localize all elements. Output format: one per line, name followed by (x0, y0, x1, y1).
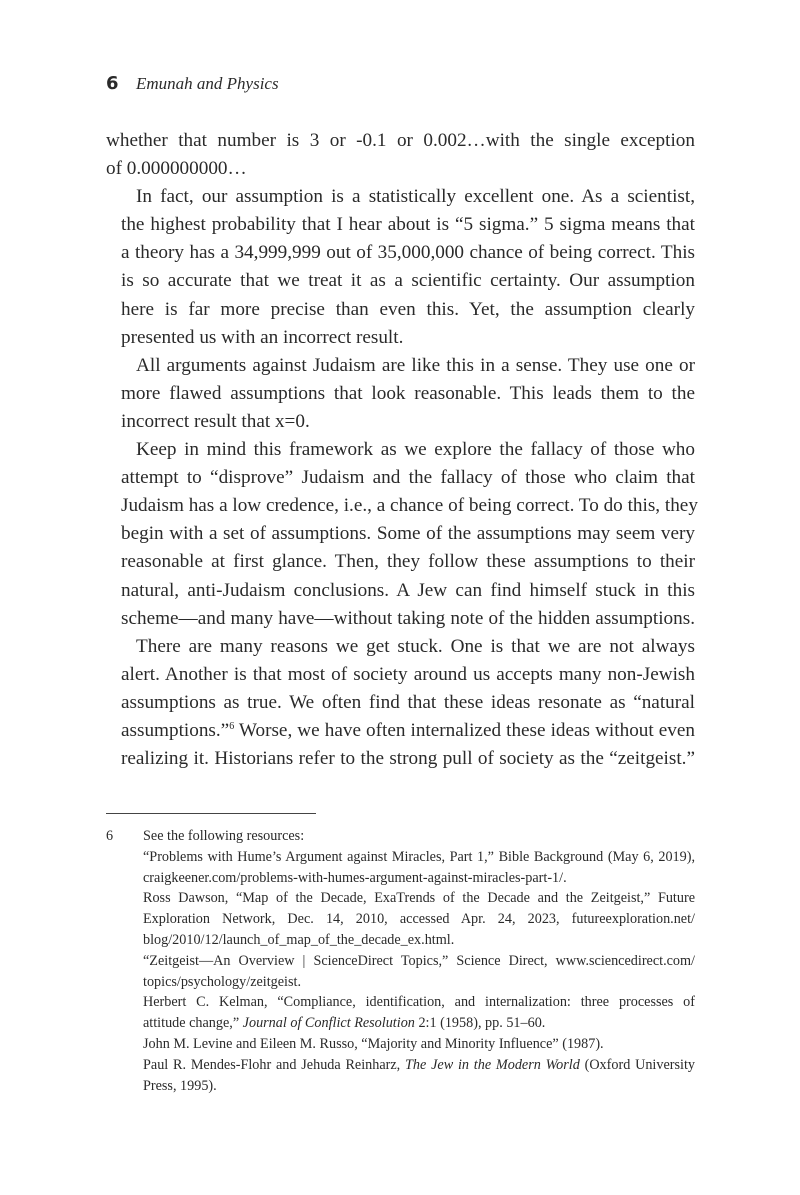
citation-line: Ross Dawson, “Map of the Decade, ExaTrends of the Decade and the Zeitgeist,” Future (143, 890, 695, 907)
paragraph (106, 633, 695, 773)
text-line: of 0.000000000… (106, 158, 247, 180)
journal-title: Journal of Conflict Resolution (242, 1015, 415, 1032)
footnote-citation (143, 847, 695, 889)
text-line: is so accurate that we treat it as a scientific certainty. Our assumption (121, 270, 695, 292)
footnotes (106, 826, 695, 1096)
footnote-citation (143, 992, 695, 1034)
text-line: a theory has a 34,999,999 out of 35,000,000 chance of being correct. This (121, 242, 695, 264)
footnote-citation (143, 1055, 695, 1097)
text-line: realizing it. Historians refer to the strong pull of society as the “zeitgeist.” (121, 748, 695, 770)
running-head (106, 73, 279, 95)
text-line: scheme—and many have—without taking note of the hidden assumptions. (121, 607, 695, 629)
footnote-citation (143, 888, 695, 950)
text-fragment: (Oxford University (579, 1056, 695, 1073)
footnote-number: 6 (106, 828, 114, 844)
text-line: reasonable at first glance. Then, they follow these assumptions to their (121, 551, 695, 573)
text-line: more flawed assumptions that look reasonable. This leads them to the (121, 382, 695, 404)
text-line: There are many reasons we get stuck. One is that we are not always (136, 635, 695, 657)
citation-line: Press, 1995). (143, 1077, 217, 1094)
footnote (106, 826, 695, 1096)
text-line: In fact, our assumption is a statistically excellent one. As a scientist, (136, 186, 695, 208)
paragraph (106, 127, 695, 183)
text-line: begin with a set of assumptions. Some of the assumptions may seem very (121, 523, 695, 545)
text-line: Keep in mind this framework as we explore the fallacy of those who (136, 439, 695, 461)
footnote-citation (143, 951, 695, 993)
text-line: presented us with an incorrect result. (121, 326, 404, 348)
citation-line: “Zeitgeist—An Overview | ScienceDirect Topics,” Science Direct, www.sciencedirect.com/ (143, 952, 695, 969)
text-fragment: Worse, we have often internalized these ideas without even (234, 719, 695, 741)
citation-line: blog/2010/12/launch_of_map_of_the_decade_ex.html. (143, 931, 455, 948)
body-text (106, 127, 698, 773)
citation-line: Herbert C. Kelman, “Compliance, identification, and internalization: three processes of (143, 994, 695, 1011)
footnote-citation (143, 1034, 695, 1055)
page-number: 6 (106, 73, 119, 94)
citation-line (143, 1055, 695, 1076)
text-line: attempt to “disprove” Judaism and the fallacy of those who claim that (121, 467, 695, 489)
text-line: incorrect result that x=0. (121, 410, 310, 432)
footnote-intro: See the following resources: (143, 828, 305, 844)
citation-line: Exploration Network, Dec. 14, 2010, accessed Apr. 24, 2023, futureexploration.net/ (143, 911, 695, 928)
book-title-citation: The Jew in the Modern World (405, 1056, 580, 1073)
text-line: whether that number is 3 or -0.1 or 0.002…with the single exception (106, 130, 695, 151)
citation-line: topics/psychology/zeitgeist. (143, 973, 302, 990)
text-line: alert. Another is that most of society around us accepts many non-Jewish (121, 663, 695, 685)
text-line: the highest probability that I hear about is “5 sigma.” 5 sigma means that (121, 214, 695, 236)
paragraph (106, 436, 698, 633)
text-line (106, 717, 695, 745)
text-line: All arguments against Judaism are like this in a sense. They use one or (136, 354, 695, 376)
citation-line: John M. Levine and Eileen M. Russo, “Majority and Minority Influence” (1987). (143, 1035, 604, 1052)
text-fragment: assumptions.” (121, 719, 230, 741)
footnote-reference[interactable]: 6 (229, 720, 235, 732)
text-fragment: 2:1 (1958), pp. 51–60. (414, 1015, 546, 1032)
text-line: assumptions as true. We often find that these ideas resonate as “natural (121, 691, 695, 713)
paragraph (106, 183, 695, 352)
paragraph (106, 352, 695, 436)
citation-line: “Problems with Hume’s Argument against Miracles, Part 1,” Bible Background (May 6, 2019), (143, 848, 695, 865)
citation-line: craigkeener.com/problems-with-humes-argument-against-miracles-part-1/. (143, 869, 567, 886)
text-line: Judaism has a low credence, i.e., a chance of being correct. To do this, they (121, 495, 698, 517)
text-line: here is far more precise than even this. Yet, the assumption clearly (121, 298, 695, 320)
footnote-separator-rule (106, 813, 316, 814)
book-title: Emunah and Physics (136, 74, 279, 93)
text-fragment: Paul R. Mendes-Flohr and Jehuda Reinharz, (143, 1056, 406, 1073)
text-fragment: attitude change,” (143, 1015, 243, 1032)
text-line: natural, anti-Judaism conclusions. A Jew can find himself stuck in this (121, 579, 695, 601)
citation-line (143, 1013, 695, 1034)
